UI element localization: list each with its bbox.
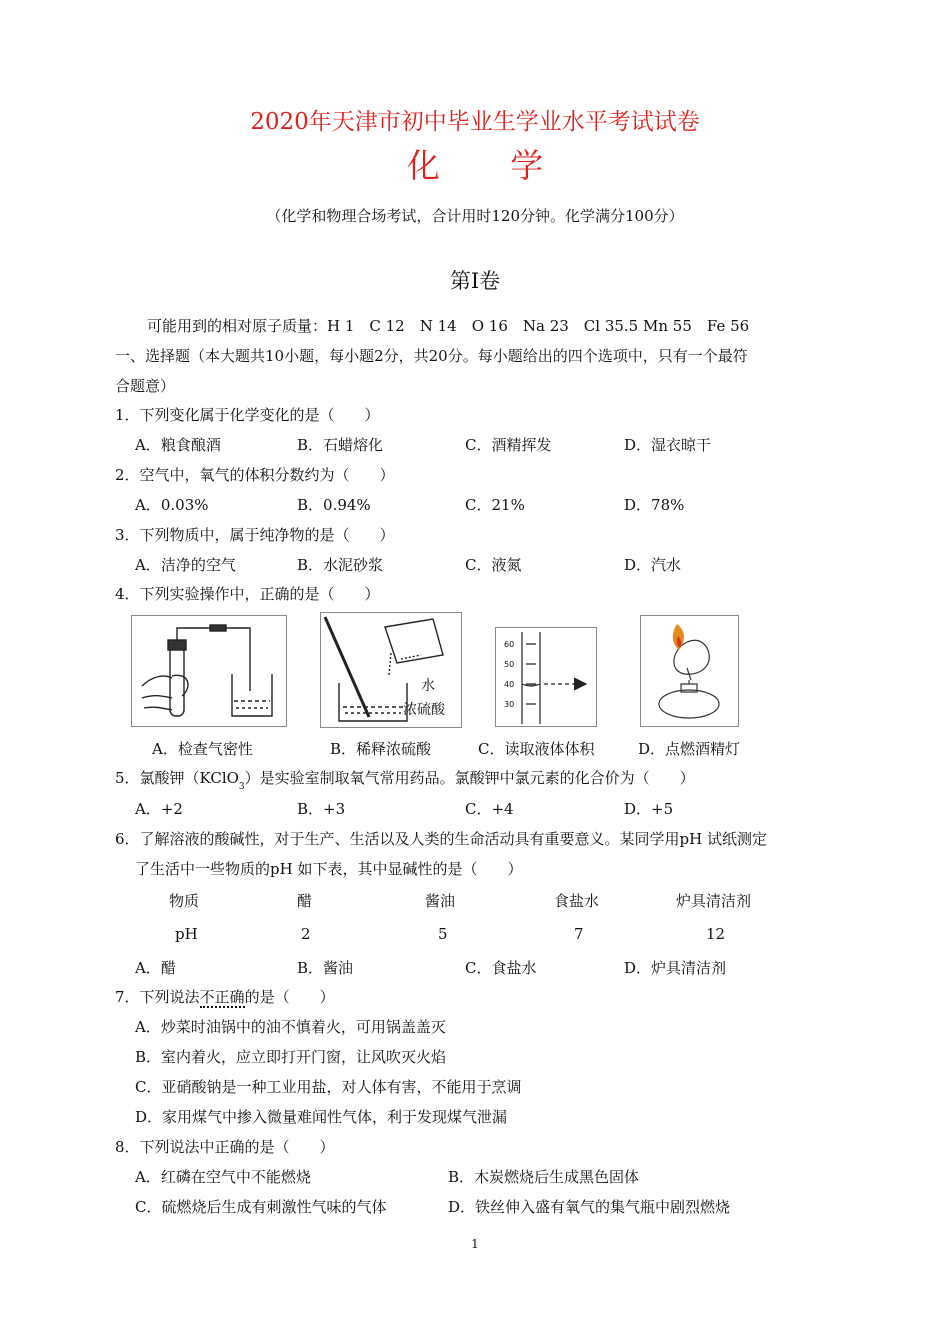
question-6-stem-line1: 6．了解溶液的酸碱性，对于生产、生活以及人类的生命活动具有重要意义。某同学用pH 试纸测定 [115,830,767,848]
section-heading-line1: 一、选择题（本大题共10小题，每小题2分，共20分。每小题给出的四个选项中，只有一个最符 [115,347,748,365]
question-6-option-d: D．炉具清洁剂 [624,959,727,977]
cylinder-tick-30: 30 [504,700,515,709]
ph-table-header-soy-sauce: 酱油 [425,892,456,910]
question-3-option-c: C．液氮 [465,556,522,574]
question-4-option-a: A．检查气密性 [152,740,253,758]
question-5-option-a: A．+2 [135,800,183,818]
question-5-option-b: B．+3 [297,800,346,818]
question-6-option-b: B．酱油 [297,959,354,977]
ph-table-row-label: pH [175,925,198,943]
question-8-option-a: A．红磷在空气中不能燃烧 [135,1168,311,1186]
question-8-option-d: D．铁丝伸入盛有氧气的集气瓶中剧烈燃烧 [448,1198,731,1216]
question-1-option-d: D．湿衣晾干 [624,436,712,454]
question-1-option-a: A．粮食酿酒 [135,436,221,454]
figure-airtightness-check [131,615,287,727]
atomic-masses: 可能用到的相对原子质量：H 1 C 12 N 14 O 16 Na 23 Cl 35.5 Mn 55 Fe 56 [147,317,750,335]
section-heading-line2: 合题意） [115,377,176,395]
question-5-option-c: C．+4 [465,800,514,818]
question-2-stem: 2．空气中，氧气的体积分数约为（ ） [115,466,395,484]
question-4-option-d: D．点燃酒精灯 [638,740,741,758]
question-4-option-c: C．读取液体体积 [478,740,595,758]
question-5-stem-end: ）是实验室制取氧气常用药品。氯酸钾中氯元素的化合价为（ ） [244,769,695,787]
cylinder-tick-40: 40 [504,680,515,689]
figure-light-lamp [640,615,739,727]
cylinder-tick-60: 60 [504,640,515,649]
question-2-option-d: D．78% [624,496,685,514]
question-4-option-b: B．稀释浓硫酸 [330,740,432,758]
question-6-option-a: A．醋 [135,959,176,977]
ph-value-vinegar: 2 [301,925,311,943]
question-1-option-b: B．石蜡熔化 [297,436,384,454]
question-5-stem [115,767,695,792]
page-number: 1 [471,1237,479,1251]
question-6-option-c: C．食盐水 [465,959,537,977]
question-2-option-b: B．0.94% [297,496,371,514]
cylinder-tick-50: 50 [504,660,515,669]
question-7-stem [115,986,335,1007]
question-3-stem: 3．下列物质中，属于纯净物的是（ ） [115,526,395,544]
ph-value-soy-sauce: 5 [438,925,448,943]
ph-table-header-cleaner: 炉具清洁剂 [676,892,752,910]
question-3-option-a: A．洁净的空气 [135,556,236,574]
ph-value-salt-water: 7 [574,925,584,943]
label-concentrated-sulfuric-acid: 浓硫酸 [403,702,445,718]
question-3-option-d: D．汽水 [624,556,682,574]
question-7-emphasis: 不正确 [199,988,245,1006]
airtightness-diagram [132,616,286,726]
question-2-option-c: C．21% [465,496,525,514]
question-5-subscript: 3 [238,782,245,792]
exam-title: 2020年天津市初中毕业生学业水平考试试卷 [250,109,700,135]
question-7-option-a: A．炒菜时油锅中的油不慎着火，可用锅盖盖灭 [135,1018,446,1036]
exam-subtitle: （化学和物理合场考试，合计用时120分钟。化学满分100分） [266,207,684,225]
ph-table-header-vinegar: 醋 [297,892,313,910]
ph-value-cleaner: 12 [706,925,726,943]
question-8-option-b: B．木炭燃烧后生成黑色固体 [448,1168,640,1186]
question-4-stem: 4．下列实验操作中，正确的是（ ） [115,585,380,603]
question-5-stem-start: 5．氯酸钾（KClO [115,769,239,787]
question-6-stem-line2: 了生活中一些物质的pH 如下表，其中显碱性的是（ ） [135,860,523,878]
question-3-option-b: B．水泥砂浆 [297,556,384,574]
label-water: 水 [421,678,435,694]
question-7-option-c: C．亚硝酸钠是一种工业用盐，对人体有害，不能用于烹调 [135,1078,522,1096]
question-8-stem: 8．下列说法中正确的是（ ） [115,1138,335,1156]
dilution-diagram [321,613,461,727]
figure-read-volume [495,627,597,727]
volume-heading: 第Ⅰ卷 [449,269,501,293]
question-7-option-b: B．室内着火，应立即打开门窗，让风吹灭火焰 [135,1048,447,1066]
ph-table-header-salt-water: 食盐水 [554,892,600,910]
question-5-option-d: D．+5 [624,800,674,818]
alcohol-lamp-diagram [641,616,738,726]
cylinder-diagram [496,628,596,726]
question-1-stem: 1．下列变化属于化学变化的是（ ） [115,406,380,424]
question-8-option-c: C．硫燃烧后生成有刺激性气味的气体 [135,1198,387,1216]
question-7-option-d: D．家用煤气中掺入微量难闻性气体，利于发现煤气泄漏 [135,1108,508,1126]
figure-dilute-acid [320,612,462,728]
question-7-stem-start: 7．下列说法 [115,988,200,1006]
subject-title: 化 学 [406,146,574,185]
question-1-option-c: C．酒精挥发 [465,436,552,454]
ph-table-header-substance: 物质 [169,892,200,910]
question-2-option-a: A．0.03% [135,496,209,514]
question-7-stem-end: 的是（ ） [244,988,335,1006]
